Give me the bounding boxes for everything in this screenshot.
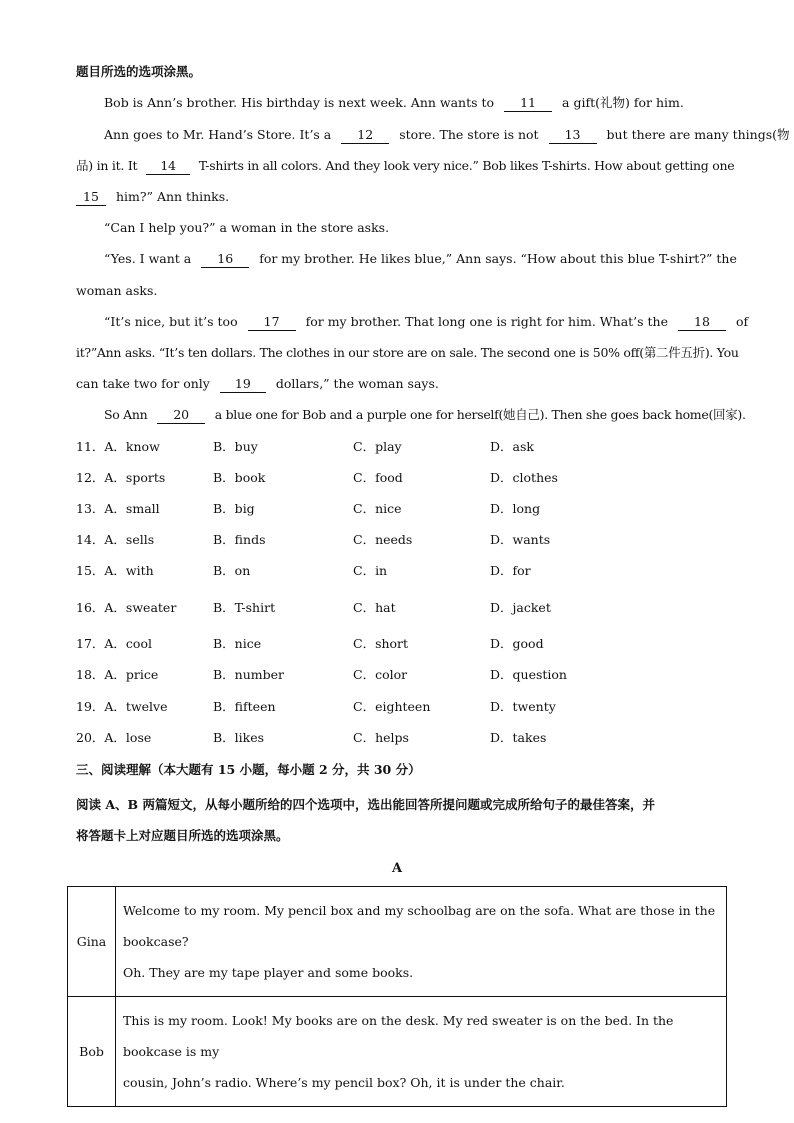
option-d: D．twenty [490, 699, 556, 714]
text: “Yes. I want a [104, 251, 192, 266]
reading-table [67, 886, 727, 1107]
option-a: 16．A．sweater [76, 600, 177, 615]
option-b: B．buy [213, 439, 258, 454]
option-d: D．question [490, 667, 567, 682]
blank-18: 18 [678, 314, 726, 331]
option-a: 15．A．with [76, 563, 154, 578]
option-b: B．fifteen [213, 699, 276, 714]
option-a: 13．A．small [76, 501, 160, 516]
option-b: B．likes [213, 730, 265, 745]
blank-14: 14 [146, 158, 190, 175]
option-c: C．play [353, 439, 402, 454]
question-row [76, 728, 716, 748]
question-row [76, 530, 716, 550]
section-instruction: 阅读 A、B 两篇短文，从每小题所给的四个选项中，选出能回答所提问题或完成所给句子的最佳答案，并 [76, 797, 655, 812]
option-c: C．nice [353, 501, 402, 516]
blank-15: 15 [76, 189, 106, 206]
option-b: B．finds [213, 532, 266, 547]
question-row [76, 634, 716, 654]
option-c: C．color [353, 667, 408, 682]
option-d: D．for [490, 563, 531, 578]
passage-line [104, 125, 790, 145]
passage-line [104, 93, 718, 113]
blank-13: 13 [549, 127, 597, 144]
option-d: D．jacket [490, 600, 551, 615]
option-a: 12．A．sports [76, 470, 166, 485]
option-a: 17．A．cool [76, 636, 152, 651]
text: a gift(礼物) for him. [562, 95, 684, 110]
section-instruction: 将答题卡上对应题目所选的选项涂黑。 [76, 828, 289, 843]
option-b: B．on [213, 563, 251, 578]
text: for my brother. That long one is right for him. What’s the [305, 314, 669, 329]
text-line: cousin, John’s radio. Where’s my pencil box? Oh, it is under the chair. [123, 1075, 565, 1090]
speaker-name: Bob [68, 997, 116, 1107]
option-c: C．helps [353, 730, 409, 745]
option-b: B．big [213, 501, 255, 516]
text: dollars,” the woman says. [275, 376, 439, 391]
blank-16: 16 [201, 251, 249, 268]
question-row [76, 437, 716, 457]
option-b: B．number [213, 667, 285, 682]
text: him?” Ann thinks. [115, 189, 230, 204]
blank-11: 11 [504, 95, 552, 112]
passage-line [104, 405, 746, 425]
text: can take two for only [76, 376, 210, 391]
text: T-shirts in all colors. And they look very nice.” Bob likes T-shirts. How about getting one [198, 158, 735, 173]
text: Ann goes to Mr. Hand’s Store. It’s a [104, 127, 332, 142]
text: So Ann [104, 407, 148, 422]
text: of [735, 314, 749, 329]
text: 品) in it. It [76, 158, 138, 173]
blank-19: 19 [220, 376, 266, 393]
text: but there are many things(物 [606, 127, 790, 142]
option-a: 18．A．price [76, 667, 159, 682]
passage-line [76, 187, 718, 207]
text: a blue one for Bob and a purple one for herself(她自己). Then she goes back home(回家). [214, 407, 746, 422]
table-row [68, 887, 727, 997]
passage-line: it?”Ann asks. “It’s ten dollars. The clothes in our store are on sale. The second one is 50% off(第二件五折). You [76, 345, 739, 360]
text-line: This is my room. Look! My books are on the desk. My red sweater is on the bed. In the bookcase is my [123, 1013, 674, 1059]
question-row [76, 697, 716, 717]
passage-line: “Can I help you?” a woman in the store asks. [104, 220, 390, 235]
option-a: 20．A．lose [76, 730, 152, 745]
speaker-name: Gina [68, 887, 116, 997]
text: Bob is Ann’s brother. His birthday is next week. Ann wants to [104, 95, 495, 110]
question-row [76, 499, 716, 519]
speaker-text [116, 887, 727, 997]
blank-20: 20 [157, 407, 205, 424]
question-row [76, 598, 716, 618]
option-c: C．food [353, 470, 403, 485]
option-b: B．T-shirt [213, 600, 276, 615]
option-a: 19．A．twelve [76, 699, 168, 714]
option-c: C．in [353, 563, 388, 578]
option-d: D．clothes [490, 470, 558, 485]
passage-line: woman asks. [76, 283, 158, 298]
text-line: Oh. They are my tape player and some books. [123, 965, 414, 980]
option-c: C．hat [353, 600, 396, 615]
passage-line [104, 312, 749, 332]
option-d: D．takes [490, 730, 547, 745]
option-d: D．long [490, 501, 541, 516]
option-a: 11．A．know [76, 439, 160, 454]
passage-line [104, 249, 737, 269]
text: for my brother. He likes blue,” Ann says. “How about this blue T-shirt?” the [259, 251, 737, 266]
question-row [76, 665, 716, 685]
question-row [76, 561, 716, 581]
option-a: 14．A．sells [76, 532, 155, 547]
text-line: Welcome to my room. My pencil box and my schoolbag are on the sofa. What are those in the bookcase? [123, 903, 716, 949]
blank-17: 17 [248, 314, 296, 331]
text: store. The store is not [399, 127, 539, 142]
passage-line [76, 156, 735, 176]
blank-12: 12 [341, 127, 389, 144]
passage-line [76, 374, 718, 394]
instruction-tail: 题目所选的选项涂黑。 [76, 64, 202, 79]
option-d: D．ask [490, 439, 534, 454]
option-c: C．eighteen [353, 699, 431, 714]
option-c: C．needs [353, 532, 413, 547]
speaker-text [116, 997, 727, 1107]
part-label: A [391, 861, 403, 876]
text: “It’s nice, but it’s too [104, 314, 238, 329]
table-row [68, 997, 727, 1107]
question-row [76, 468, 716, 488]
section-heading: 三、阅读理解（本大题有 15 小题，每小题 2 分，共 30 分） [76, 762, 421, 777]
option-d: D．wants [490, 532, 551, 547]
option-b: B．nice [213, 636, 262, 651]
option-d: D．good [490, 636, 544, 651]
option-b: B．book [213, 470, 266, 485]
option-c: C．short [353, 636, 409, 651]
